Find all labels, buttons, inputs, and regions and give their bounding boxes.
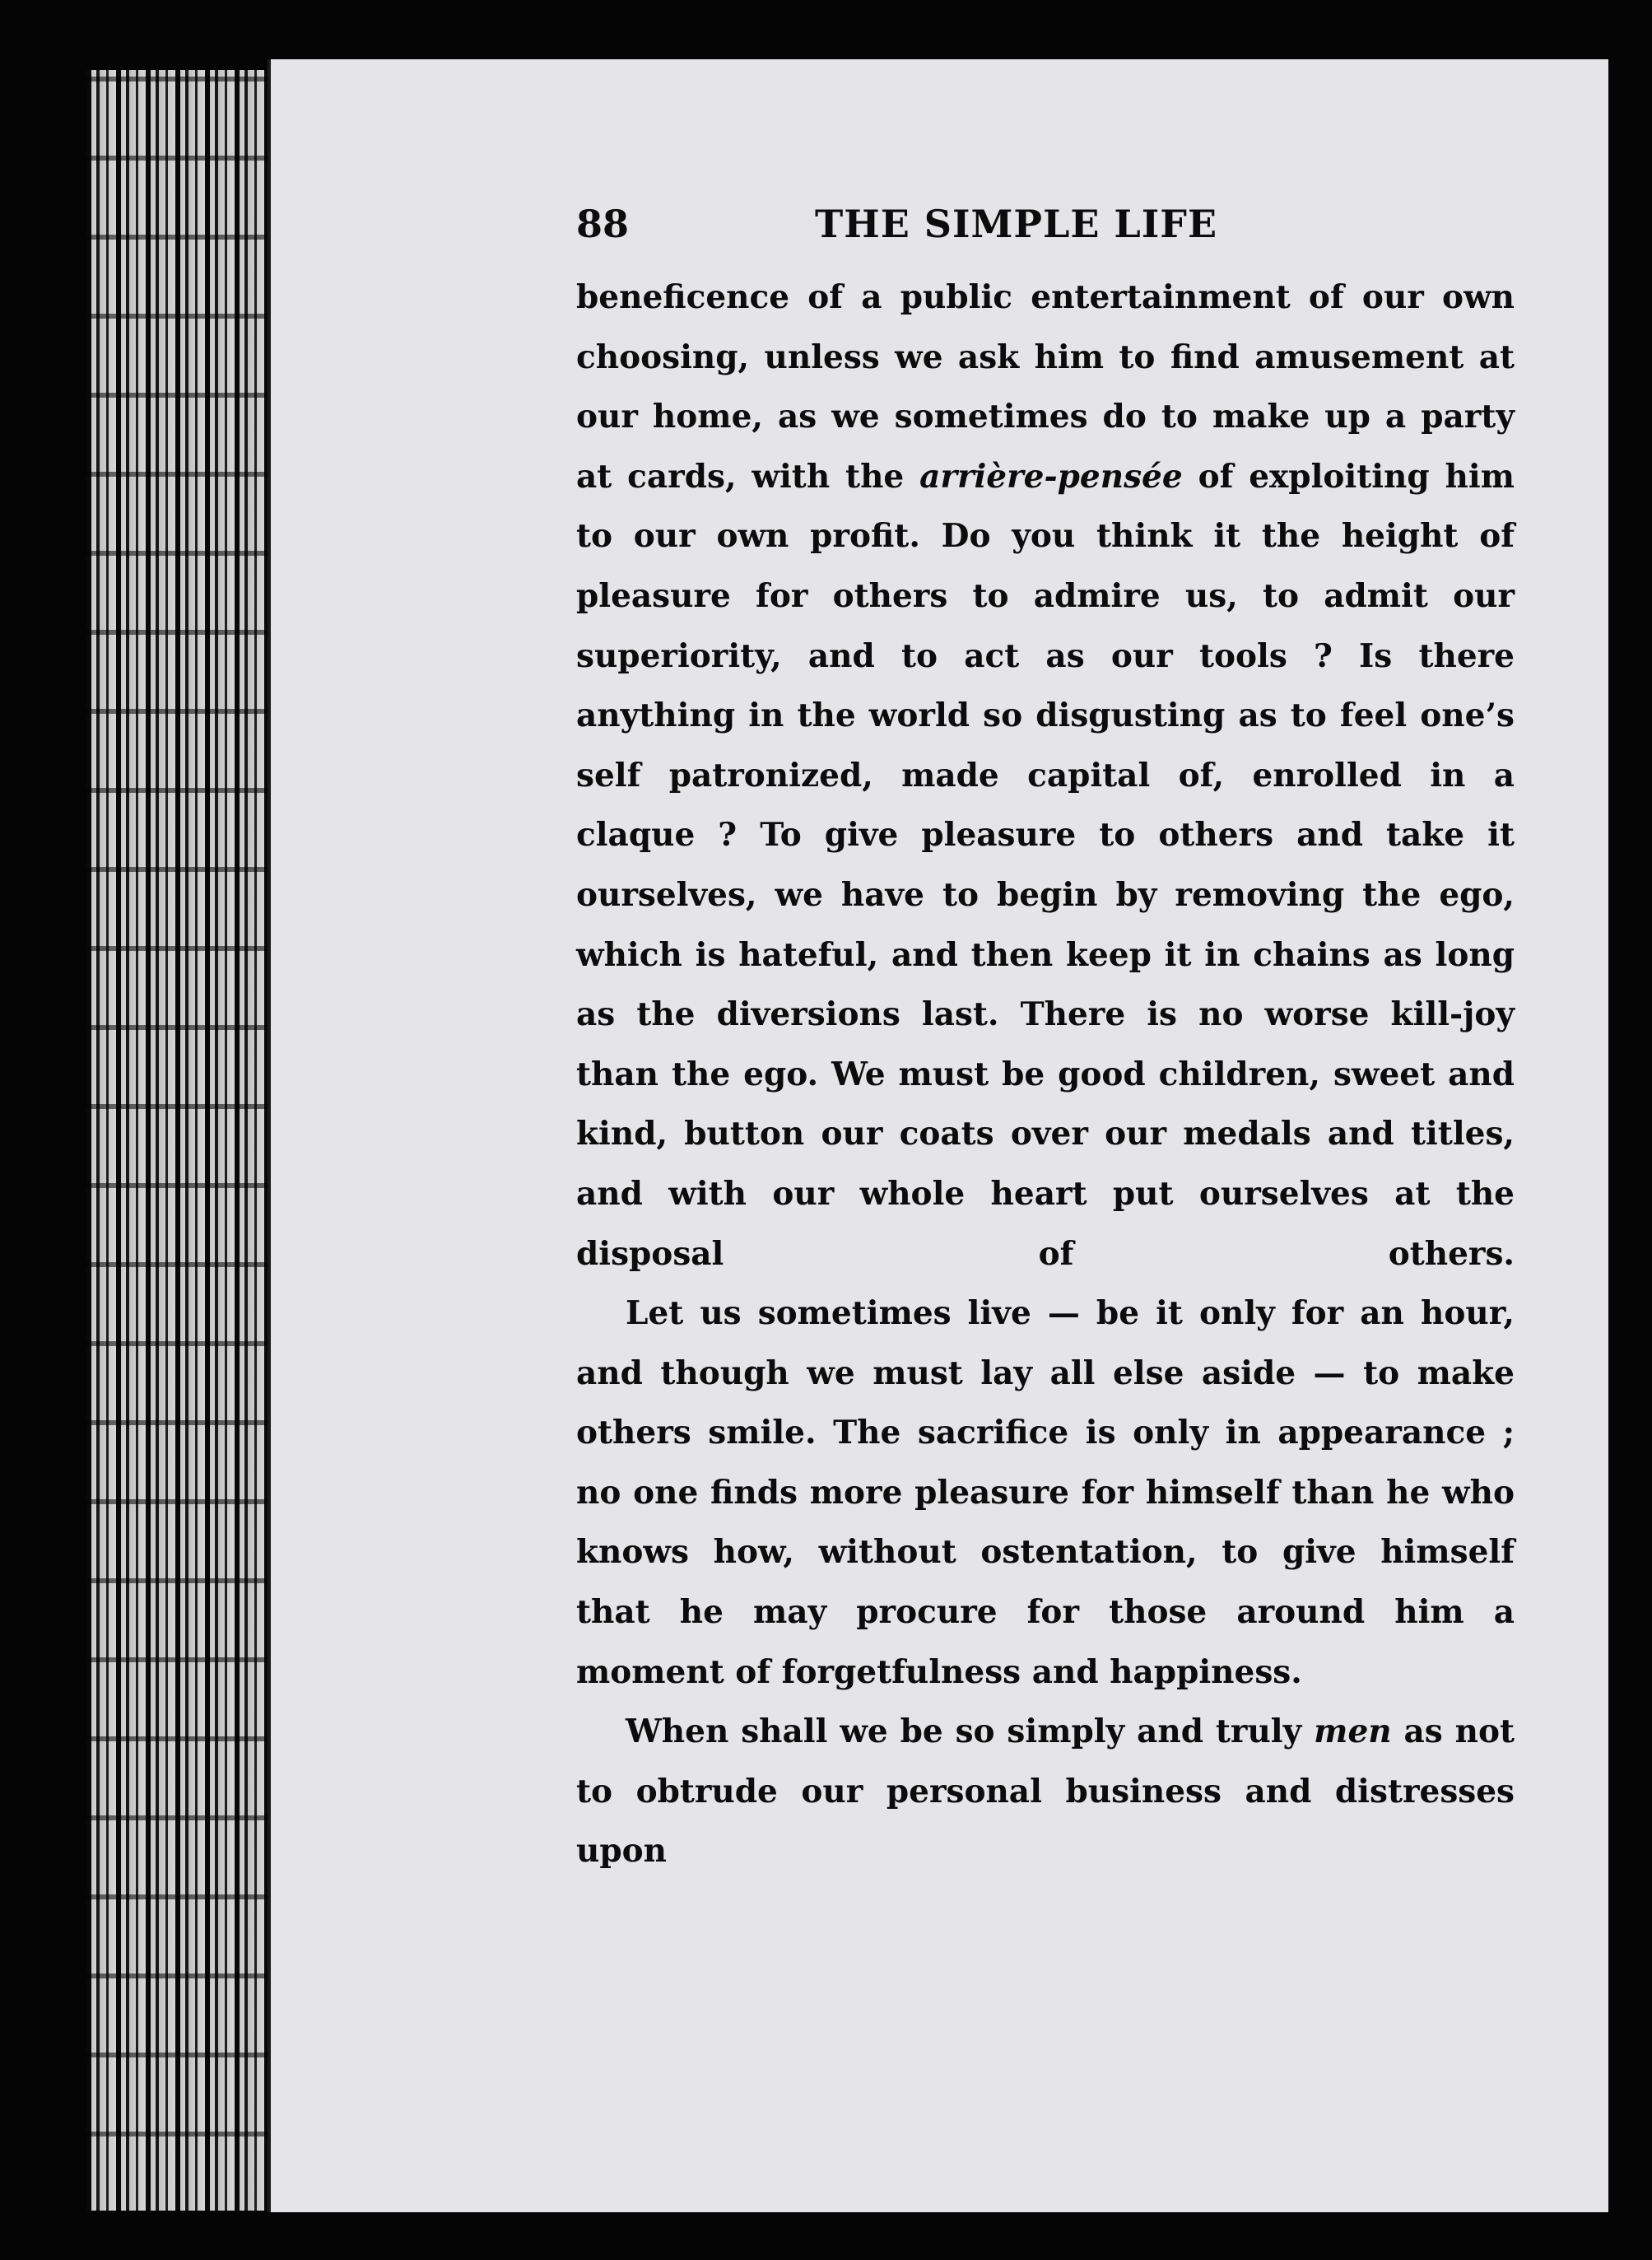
paragraph-1-italic-term: arrière-pensée [919, 457, 1183, 496]
book-page-edges [86, 70, 276, 2211]
paragraph-3 [576, 1702, 1515, 1881]
paragraph-1 [576, 268, 1515, 1284]
page-number: 88 [576, 202, 630, 246]
page-text-block [576, 202, 1523, 1881]
paragraph-3-italic-term: men [1314, 1712, 1392, 1751]
paragraph-2 [576, 1284, 1515, 1702]
paragraph-1-text: beneficence of a public entertainment of our own choosing, unless we ask him to find amusement at our home, as we sometimes do to make up a party at cards, with the [576, 278, 1515, 496]
running-title: THE SIMPLE LIFE [815, 202, 1218, 246]
paragraph-3-text-continued: as not to obtrude our personal business and distresses upon [576, 1712, 1515, 1871]
paragraph-3-text: When shall we be so simply and truly [626, 1712, 1315, 1751]
running-head [576, 202, 1523, 268]
paragraph-1-text-continued: of exploiting him to our own profit. Do you think it the height of pleasure for others to admire us, to admit our superiority, and to act as our tools ? Is there anything in the world so disgusting as to feel one’s self patronized, made capital of, enrolled in a claque ? To give pleasure to others and take it ourselves, we have to begin by removing the ego, which is hateful, and then keep it in chains as long as the diversions last. There is no worse kill-joy than the ego. We must be good children, sweet and kind, button our coats over our medals and titles, and with our whole heart put ourselves at the disposal of others. [576, 457, 1515, 1273]
paragraph-2-text: Let us sometimes live — be it only for an hour, and though we must lay all else aside — to make others smile. The sacrifice is only in appearance ; no one finds more pleasure for himself than he who knows how, without ostentation, to give himself that he may procure for those around him a moment of forgetfulness and happiness. [576, 1294, 1515, 1691]
